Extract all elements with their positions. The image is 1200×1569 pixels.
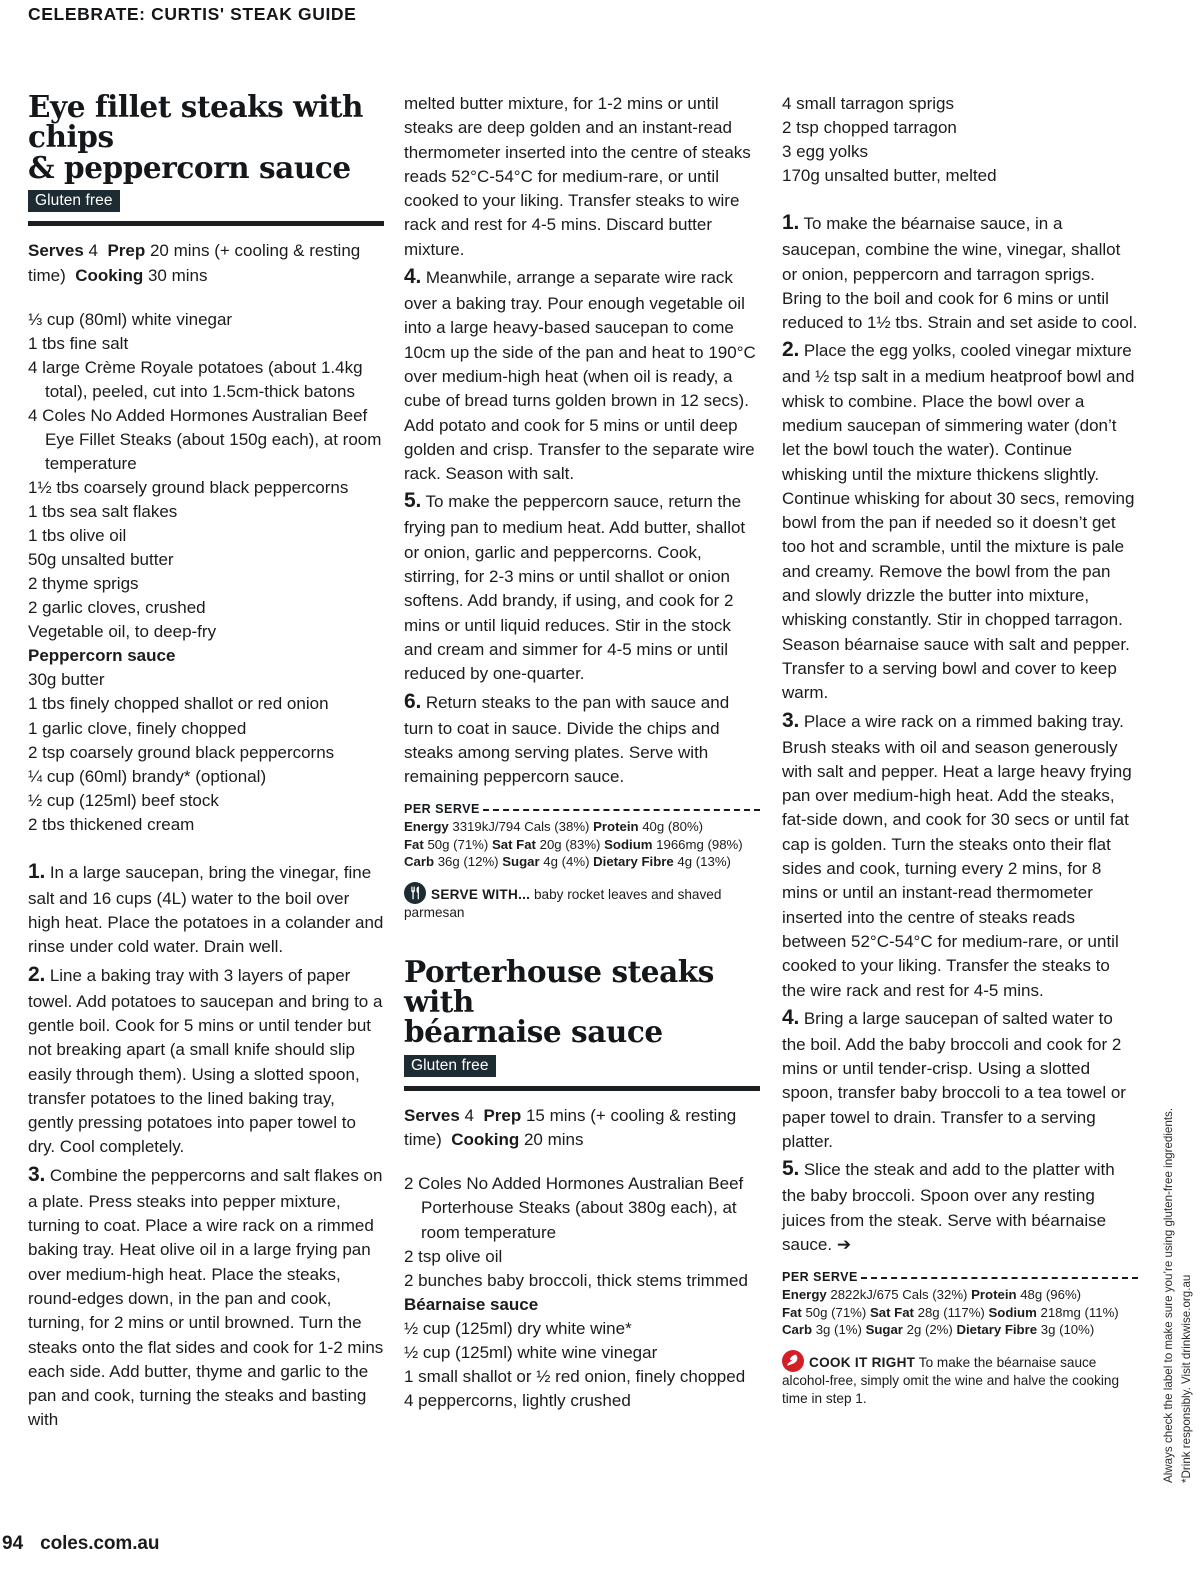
method-step xyxy=(782,208,1138,335)
nutrition-label: Energy xyxy=(404,819,453,835)
callout-label: COOK IT RIGHT xyxy=(809,1354,916,1370)
nutrition-value: 50g (71%) xyxy=(805,1304,870,1320)
step-text: To make the peppercorn sauce, return the frying pan to medium heat. Add butter, shallot or onion, garlic and peppercorns. Cook, stirring, for 2-3 mins or until shallot or onion softens. Add brandy, if using, and cook for 2 mins or until liquid reduces. Stir in the stock and cream and simmer for 4-5 mins or until reduced by one-quarter. xyxy=(404,492,746,684)
nutrition-label: Energy xyxy=(782,1287,831,1303)
recipe2-prep-value-cont: resting time) xyxy=(404,1106,737,1150)
step-text: Place a wire rack on a rimmed baking tray. Brush steaks with oil and season generously with salt and pepper. Heat a large heavy frying pan over medium-high heat. Add the steaks, fat-side down, and cook for 30 secs or until fat cap is golden. Turn the steaks onto their flat sides and cook, turning every 2 mins, for 8 mins or until an instant-read thermometer inserted into the centre of steaks reads between 52°C-54°C for medium-rare, or until cooked to your liking. Transfer the steaks to the wire rack and rest for 4-5 mins. xyxy=(782,711,1132,1000)
nutrition-value: 1966mg (98%) xyxy=(656,836,743,852)
step-text: Return steaks to the pan with sauce and turn to coat in sauce. Divide the chips and steaks among serving plates. Serve with remaining peppercorn sauce. xyxy=(404,692,730,787)
method-step xyxy=(28,857,384,960)
nutrition-label: Sodium xyxy=(988,1304,1041,1320)
ingredient-item: 4 Coles No Added Hormones Australian Beef Eye Fillet Steaks (about 150g each), at room temperature xyxy=(28,405,382,474)
side-credit-line1: Always check the label to make sure you’re using gluten-free ingredients. xyxy=(1162,1107,1175,1483)
side-credit xyxy=(1160,1013,1195,1483)
step-text: melted butter mixture, for 1-2 mins or until steaks are deep golden and an instant-read thermometer inserted into the centre of steaks reads 52°C-54°C for medium-rare, or until cooked to your liking. Transfer steaks to wire rack and rest for 4-5 mins. Discard butter mixture. xyxy=(404,94,751,259)
step-number: 6. xyxy=(404,689,422,713)
recipe2-sub-heading: Béarnaise sauce xyxy=(404,1294,539,1314)
nutrition-label: Dietary Fibre xyxy=(593,854,678,870)
recipe2-title-rule xyxy=(404,1086,760,1091)
ingredient-item: Vegetable oil, to deep-fry xyxy=(28,622,217,642)
recipe1-title-line1: Eye fillet steaks with chips xyxy=(28,89,364,155)
site-url: coles.com.au xyxy=(40,1533,160,1554)
step-number: 3. xyxy=(28,1162,46,1186)
recipe2-ingredients-list xyxy=(404,1172,760,1412)
step-text: Meanwhile, arrange a separate wire rack over a baking tray. Pour enough vegetable oil into a large heavy-based saucepan to come 10cm up the side of the pan and heat to 190°C over medium-high heat (when oil is ready, a cube of bread turns golden brown in 12 secs). Add potato and cook for 5 mins or until deep golden and crisp. Transfer to the separate wire rack. Season with salt. xyxy=(404,268,756,484)
cook-it-right-callout xyxy=(782,1350,1138,1409)
step-number: 1. xyxy=(782,211,800,235)
flame-icon xyxy=(782,1350,804,1372)
nutrition-value: 2g (2%) xyxy=(906,1322,957,1338)
nutrition-label: Carb xyxy=(782,1322,816,1338)
nutrition-label: Fat xyxy=(404,836,428,852)
ingredient-item: 170g unsalted butter, melted xyxy=(782,166,997,186)
step-text: In a large saucepan, bring the vinegar, fine salt and 16 cups (4L) water to the boil over high heat. Place the potatoes in a colander and rinse under cold water. Drain well. xyxy=(28,862,384,957)
recipe2-prep-value: 15 mins (+ cooling & xyxy=(525,1106,681,1126)
ingredient-item: 3 egg yolks xyxy=(782,142,868,162)
serve-with-callout xyxy=(404,882,760,923)
running-head: CELEBRATE: CURTIS' STEAK GUIDE xyxy=(28,4,357,24)
method-step xyxy=(404,92,760,262)
step-number: 2. xyxy=(28,962,46,986)
recipe1-title-rule xyxy=(28,221,384,226)
callout-label: SERVE WITH... xyxy=(431,886,531,902)
nutrition-line xyxy=(404,836,760,853)
ingredient-item: 1 tbs fine salt xyxy=(28,333,129,353)
ingredient-item: 2 Coles No Added Hormones Australian Beef Porterhouse Steaks (about 380g each), at room temperature xyxy=(404,1174,744,1242)
nutrition-value: 4g (4%) xyxy=(543,854,594,870)
page-number: 94 xyxy=(2,1533,24,1554)
ingredient-item: 2 tsp chopped tarragon xyxy=(782,118,957,138)
nutrition-value: 218mg (11%) xyxy=(1040,1304,1119,1320)
nutrition-values xyxy=(782,1286,1138,1338)
step-number: 1. xyxy=(28,859,46,883)
nutrition-label: Dietary Fibre xyxy=(956,1322,1041,1338)
method-step xyxy=(782,335,1138,705)
nutrition-label: Sugar xyxy=(502,854,544,870)
step-text: Combine the peppercorns and salt flakes on a plate. Press steaks into pepper mixture, turning to coat. Place a wire rack on a rimmed baking tray. Heat olive oil in a large frying pan over medium-high heat. Place the steaks, round-edges down, in the pan and cook, turning, for 2 mins or until browned. Turn the steaks onto the flat sides and cook for 1-2 mins each side. Add butter, thyme and garlic to the pan and cook, turning the steaks and basting with xyxy=(28,1165,384,1430)
nutrition-heading-label: PER SERVE xyxy=(404,802,480,817)
ingredient-item: ¼ cup (60ml) brandy* (optional) xyxy=(28,766,267,786)
step-text: Line a baking tray with 3 layers of paper towel. Add potatoes to saucepan and bring to a gentle boil. Cook for 5 mins or until tender but not breaking apart (a small knife should slip easily through them). Using a slotted spoon, transfer potatoes to the lined baking tray, gently pressing potatoes into paper towel to dry. Cool completely. xyxy=(28,965,383,1157)
step-number: 5. xyxy=(782,1157,800,1181)
continue-arrow-icon: ➔ xyxy=(836,1234,852,1254)
nutrition-line xyxy=(782,1304,1138,1321)
recipe2-cooking-value: 20 mins xyxy=(523,1130,584,1150)
recipe1-title xyxy=(28,89,384,185)
step-number: 3. xyxy=(782,708,800,732)
cutlery-icon xyxy=(404,882,426,904)
ingredient-item: 2 tbs thickened cream xyxy=(28,814,195,834)
nutrition-label: Fat xyxy=(782,1304,806,1320)
ingredient-item: 50g unsalted butter xyxy=(28,550,174,570)
ingredient-item: ½ cup (125ml) beef stock xyxy=(28,790,219,810)
nutrition-value: 48g (96%) xyxy=(1020,1287,1082,1303)
recipe2-title-line2: béarnaise sauce xyxy=(404,1014,663,1050)
recipe1-cooking-label: Cooking xyxy=(75,265,144,285)
recipe2-title xyxy=(404,953,760,1050)
recipe2-serves-label: Serves xyxy=(404,1106,460,1126)
recipe1-sub-heading: Peppercorn sauce xyxy=(28,646,176,666)
side-credit-line2: *Drink responsibly. Visit drinkwise.org.au xyxy=(1179,1274,1193,1483)
recipe2-gluten-free-badge: Gluten free xyxy=(404,1055,496,1077)
method-step xyxy=(28,1160,384,1433)
nutrition-line xyxy=(404,853,760,870)
ingredient-item: 4 small tarragon sprigs xyxy=(782,94,954,113)
step-number: 4. xyxy=(404,265,422,289)
method-step xyxy=(782,1003,1138,1155)
recipe2-serves-value: 4 xyxy=(464,1106,474,1126)
nutrition-line xyxy=(782,1321,1138,1338)
nutrition-value: 28g (117%) xyxy=(917,1304,989,1320)
ingredient-item: 1 tbs sea salt flakes xyxy=(28,502,178,522)
method-step xyxy=(28,960,384,1160)
nutrition-value: 3319kJ/794 Cals (38%) xyxy=(452,819,594,835)
recipe1-nutrition-panel xyxy=(404,802,760,870)
recipe2-title-line1: Porterhouse steaks with xyxy=(404,953,714,1020)
nutrition-value: 40g (80%) xyxy=(642,819,704,835)
column-1 xyxy=(28,89,384,1433)
nutrition-dashed-rule xyxy=(861,1277,1138,1279)
step-text: Slice the steak and add to the platter with the baby broccoli. Spoon over any resting juices from the steak. Serve with béarnaise sauce. xyxy=(782,1160,1115,1254)
recipe2-nutrition-panel xyxy=(782,1270,1138,1338)
recipe1-gluten-free-badge: Gluten free xyxy=(28,190,120,212)
ingredient-item: 1 small shallot or ½ red onion, finely chopped xyxy=(404,1366,746,1386)
ingredient-item: 1 tbs olive oil xyxy=(28,526,127,546)
method-step xyxy=(782,1154,1138,1257)
nutrition-label: Sugar xyxy=(865,1322,907,1338)
nutrition-label: Protein xyxy=(971,1287,1021,1303)
recipe2-cooking-label: Cooking xyxy=(451,1130,520,1150)
nutrition-value: 3g (10%) xyxy=(1040,1322,1095,1338)
recipe1-prep-value: 20 mins (+ cooling & xyxy=(149,241,305,261)
nutrition-heading-label: PER SERVE xyxy=(782,1270,858,1285)
ingredient-item: 2 thyme sprigs xyxy=(28,574,139,594)
ingredient-item: ⅓ cup (80ml) white vinegar xyxy=(28,309,233,329)
ingredient-item: ½ cup (125ml) white wine vinegar xyxy=(404,1342,658,1362)
ingredient-item: 4 large Crème Royale potatoes (about 1.4kg total), peeled, cut into 1.5cm-thick batons xyxy=(28,357,363,401)
nutrition-value: 4g (13%) xyxy=(677,854,731,870)
recipe1-cooking-value: 30 mins xyxy=(147,265,208,285)
column-3 xyxy=(782,92,1138,1409)
ingredient-item: 2 tsp olive oil xyxy=(404,1246,503,1266)
recipe1-prep-label: Prep xyxy=(107,241,146,261)
recipe2-prep-label: Prep xyxy=(483,1106,522,1126)
method-step xyxy=(404,262,760,486)
callout-text: To make the béarnaise sauce alcohol-free, simply omit the wine and halve the cooking time in step 1. xyxy=(782,1354,1120,1407)
ingredient-item: 4 peppercorns, lightly crushed xyxy=(404,1390,631,1410)
nutrition-label: Protein xyxy=(593,819,643,835)
step-number: 2. xyxy=(782,338,800,362)
step-text: To make the béarnaise sauce, in a saucepan, combine the wine, vinegar, shallot or onion, peppercorn and tarragon sprigs. Bring to the boil and cook for 6 mins or until reduced to 1½ tbs. Strain and set aside to cool. xyxy=(782,214,1138,333)
recipe1-prep-value-cont: resting time) xyxy=(28,241,361,285)
step-number: 4. xyxy=(782,1005,800,1029)
nutrition-heading xyxy=(404,802,760,816)
ingredient-item: 2 bunches baby broccoli, thick stems trimmed xyxy=(404,1270,748,1290)
method-step xyxy=(782,706,1138,1003)
recipe2-meta xyxy=(404,1104,760,1152)
nutrition-value: 36g (12%) xyxy=(437,854,503,870)
ingredient-item: 2 tsp coarsely ground black peppercorns xyxy=(28,742,335,762)
page-footer xyxy=(2,1533,159,1555)
ingredient-item: 30g butter xyxy=(28,670,105,690)
recipe1-ingredients-list xyxy=(28,308,384,837)
ingredient-item: 1 garlic clove, finely chopped xyxy=(28,718,247,738)
column-2 xyxy=(404,92,760,1413)
step-number: 5. xyxy=(404,489,422,513)
nutrition-line xyxy=(782,1286,1138,1303)
method-step xyxy=(404,687,760,790)
step-text: Place the egg yolks, cooled vinegar mixture and ½ tsp salt in a medium heatproof bowl and whisk to combine. Place the bowl over a medium saucepan of simmering water (don’t let the bowl touch the water). Continue whisking until the mixture thickens slightly. Continue whisking for about 30 secs, removing bowl from the pan if needed so it doesn’t get too hot and scramble, until the mixture is pale and creamy. Remove the bowl from the pan and slowly drizzle the butter into mixture, whisking constantly. Stir in chopped tarragon. Season béarnaise sauce with salt and pepper. Transfer to a serving bowl and cover to keep warm. xyxy=(782,341,1135,703)
nutrition-value: 20g (83%) xyxy=(539,836,605,852)
nutrition-label: Sodium xyxy=(604,836,657,852)
step-text: Bring a large saucepan of salted water to the boil. Add the baby broccoli and cook for 2 mins or until tender-crisp. Using a slotted spoon, transfer baby broccoli to a tea towel or paper towel to drain. Transfer to a serving platter. xyxy=(782,1008,1126,1152)
ingredient-item: 1½ tbs coarsely ground black peppercorns xyxy=(28,478,349,498)
recipe1-method-part2 xyxy=(404,92,760,789)
recipe2-ingredients-continued xyxy=(782,92,1138,188)
nutrition-label: Sat Fat xyxy=(491,836,540,852)
recipe1-meta xyxy=(28,239,384,287)
ingredient-item: 1 tbs finely chopped shallot or red onion xyxy=(28,694,329,714)
ingredient-item: 2 garlic cloves, crushed xyxy=(28,598,206,618)
nutrition-value: 3g (1%) xyxy=(815,1322,866,1338)
recipe2-method xyxy=(782,208,1138,1257)
recipe1-serves-label: Serves xyxy=(28,241,84,261)
nutrition-dashed-rule xyxy=(483,809,760,811)
nutrition-value: 2822kJ/675 Cals (32%) xyxy=(830,1287,972,1303)
recipe1-serves-value: 4 xyxy=(88,241,98,261)
nutrition-label: Carb xyxy=(404,854,438,870)
nutrition-value: 50g (71%) xyxy=(427,836,492,852)
nutrition-heading xyxy=(782,1270,1138,1284)
recipe1-method-part1 xyxy=(28,857,384,1433)
ingredient-item: ½ cup (125ml) dry white wine* xyxy=(404,1318,632,1338)
recipe1-title-line2: & peppercorn sauce xyxy=(28,149,351,185)
nutrition-line xyxy=(404,818,760,835)
callout-text: baby rocket leaves and shaved parmesan xyxy=(404,886,722,921)
method-step xyxy=(404,486,760,686)
nutrition-label: Sat Fat xyxy=(869,1304,918,1320)
nutrition-values xyxy=(404,818,760,870)
